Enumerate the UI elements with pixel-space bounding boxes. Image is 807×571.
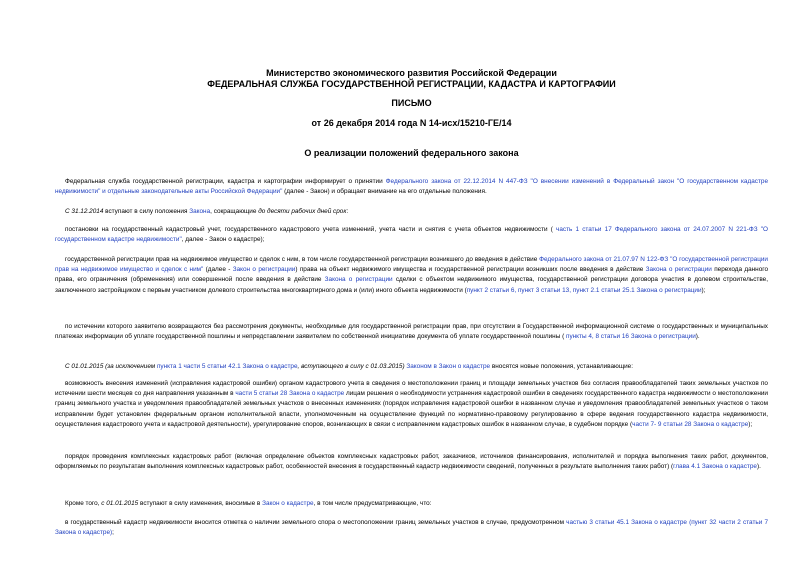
registration-law-link-1[interactable]: Закон о регистрации xyxy=(232,266,296,274)
registration-law-link-3[interactable]: Закона о регистрации xyxy=(324,276,393,284)
registration-law-link-2[interactable]: Закона о регистрации xyxy=(645,266,712,274)
doc-date-heading: от 26 декабря 2014 года N 14-исх/15210-ГЕ/14 xyxy=(311,118,512,128)
p4-text-b: (далее - xyxy=(203,266,233,274)
p9-text: Кроме того, xyxy=(65,500,102,507)
paragraph-6 xyxy=(55,362,768,372)
p2-text: вступают в силу положения xyxy=(103,208,190,215)
cadastre-chapter-4-1-link[interactable]: глава 4.1 Закона о кадастре xyxy=(673,463,757,471)
p5-text: по истечении которого заявителю возвращаются без рассмотрения документы, необходимые для государственной регистрации прав, при отсутствии в Государственной информационной системе о государственных и муниципальных платежах информации об уплате государственной пошлины и непредставлении заявителем по собственной инициативе документа об уплате государственной пошлины ( xyxy=(55,323,768,341)
subject-heading: О реализации положений федерального закона xyxy=(304,148,519,158)
law-447-link[interactable]: Федерального закона от 22.12.2014 N 447-ФЗ "О внесении изменений в Федеральный закон "О государственном кадастре недвижимости" и отдельные законодательные акты Российской Федерации" xyxy=(55,178,768,196)
cadastre-28-5-link[interactable]: части 5 статьи 28 Закона о кадастре xyxy=(235,390,345,398)
p5-text-end: ). xyxy=(695,333,700,341)
service-heading: ФЕДЕРАЛЬНАЯ СЛУЖБА ГОСУДАРСТВЕННОЙ РЕГИСТРАЦИИ, КАДАСТРА И КАРТОГРАФИИ xyxy=(207,79,616,89)
paragraph-4 xyxy=(55,255,768,296)
paragraph-5 xyxy=(55,322,768,342)
law-into-cadastre-link[interactable]: Законом в Закон о кадастре xyxy=(406,363,491,370)
p7-text-b: лицам решения о необходимости устранения кадастровой ошибки в сведениях государственного кадастра недвижимости о местоположении границ земельного участка и уведомления правообладателей земельных участков о внесенных изменениях (порядок исправления кадастровой ошибки в названном случае и уведомления правообладателей земельных участков о таком исправлении будет установлен федеральным органом исполнительной власти, уполномоченным на осуществление функций по нормативно-правовому регулированию в сфере ведения государственного кадастра недвижимости, осуществления кадастрового учета и кадастровой деятельности), урегулирование споров, возникающих в связи с исправлением кадастровых ошибок в названном случае, в судебном порядке ( xyxy=(55,390,768,428)
p6-text-end: вносятся новые положения, устанавливающие: xyxy=(490,363,633,370)
p6-text-b: , вступающего в силу с 01.03.2015) xyxy=(297,363,405,370)
p1-text-end: (далее - Закон) и обращает внимание на его отдельные положения. xyxy=(282,188,487,196)
registration-law-points-link[interactable]: пункты 4, 8 статьи 16 Закона о регистрации xyxy=(565,333,696,341)
paragraph-3 xyxy=(55,225,768,245)
p4-text: государственной регистрации прав на недвижимое имущество и сделок с ним, в том числе государственной регистрации возникшего до введения в действие xyxy=(65,256,540,263)
p2-term: до десяти рабочих дней срок xyxy=(258,208,347,215)
p2-text-2: , сокращающие xyxy=(210,208,259,215)
p4-text-c: ) права на объект недвижимого имущества и государственной регистрации возникших после введения в действие xyxy=(295,266,646,274)
p4-text-d: перехода данного права, его ограничения (обременения) или совершенной после введения в действие xyxy=(55,266,768,284)
cadastre-42-1-link[interactable]: пункта 1 части 5 статьи 42.1 Закона о кадастре xyxy=(156,363,298,370)
p3-text-end: , далее - Закон о кадастре); xyxy=(181,236,265,244)
p3-text: постановки на государственный кадастровый учет, государственного кадастрового учета изменений, учета части и снятия с учета объектов недвижимости ( xyxy=(65,226,557,233)
paragraph-8 xyxy=(55,452,768,472)
registration-law-articles-link[interactable]: пункт 2 статьи 6, пункт 3 статьи 13, пункт 2.1 статьи 25.1 Закона о регистрации xyxy=(466,286,702,294)
p9-date: с 01.01.2015 xyxy=(101,500,139,507)
cadastre-law-link[interactable]: часть 1 статьи 17 Федерального закона от 24.07.2007 N 221-ФЗ "О государственном кадастре недвижимости" xyxy=(55,226,768,244)
paragraph-9 xyxy=(55,499,768,509)
paragraph-7 xyxy=(55,379,768,430)
paragraph-10 xyxy=(55,518,768,538)
p8-text: порядок проведения комплексных кадастровых работ (включая определение объектов комплексных кадастровых работ, заказчиков, источников финансирования, исполнителей и порядка выполнения таких работ, документов, оформляемых по результатам выполнения комплексных кадастровых работ, особенностей внесения в государственный кадастр недвижимости сведений, полученных в результате выполнения таких работ) ( xyxy=(55,453,768,471)
p10-text-end: ; xyxy=(112,529,114,537)
p7-text: возможность внесения изменений (исправления кадастровой ошибки) органом кадастрового учета в сведения о местоположении границ и площади земельных участков без согласия правообладателей таких земельных участков по истечении шести месяцев со дня направления указанным в xyxy=(55,380,768,398)
p2-date: С 31.12.2014 xyxy=(65,208,104,215)
law-122-link[interactable]: Федерального закона от 21.07.97 N 122-ФЗ "О государственной регистрации прав на недвижимое имущество и сделок с ним" xyxy=(55,256,768,274)
doc-type-heading: ПИСЬМО xyxy=(391,98,432,108)
law-link[interactable]: Закона xyxy=(189,208,211,215)
p7-text-end: ); xyxy=(748,420,753,428)
cadastre-28-7-9-link[interactable]: части 7- 9 статьи 28 Закона о кадастре xyxy=(632,420,749,428)
p2-colon: : xyxy=(346,208,349,215)
paragraph-2 xyxy=(55,207,768,217)
p8-text-end: ). xyxy=(756,463,761,471)
p4-text-e: сделки с объектом недвижимого имущества, государственной регистрации договора участия в долевом строительстве, заключенного застройщиком с первым участником долевого строительства многоквартирного дома и (или) иного объекта недвижимости ( xyxy=(55,276,768,294)
cadastre-45-1-link[interactable]: частью 3 статьи 45.1 Закона о кадастре (пункт 32 части 2 статьи 7 Закона о кадастре) xyxy=(55,519,768,537)
p1-text: Федеральная служба государственной регистрации, кадастра и картографии информирует о принятии xyxy=(65,178,386,185)
ministry-heading: Министерство экономического развития Российской Федерации xyxy=(266,68,557,78)
p9-text-end: , в том числе предусматривающие, что: xyxy=(313,500,432,507)
p4-text-f: ); xyxy=(701,286,706,294)
p10-text: в государственный кадастр недвижимости вносится отметка о наличии земельного спора о местоположении границ земельных участков в случае, предусмотренном xyxy=(65,519,567,526)
p6-text: С 01.01.2015 (за исключением xyxy=(65,363,157,370)
cadastre-law-link-2[interactable]: Закон о кадастре xyxy=(262,500,314,507)
paragraph-1 xyxy=(55,177,768,197)
p9-text-b: вступают в силу изменения, вносимые в xyxy=(138,500,263,507)
